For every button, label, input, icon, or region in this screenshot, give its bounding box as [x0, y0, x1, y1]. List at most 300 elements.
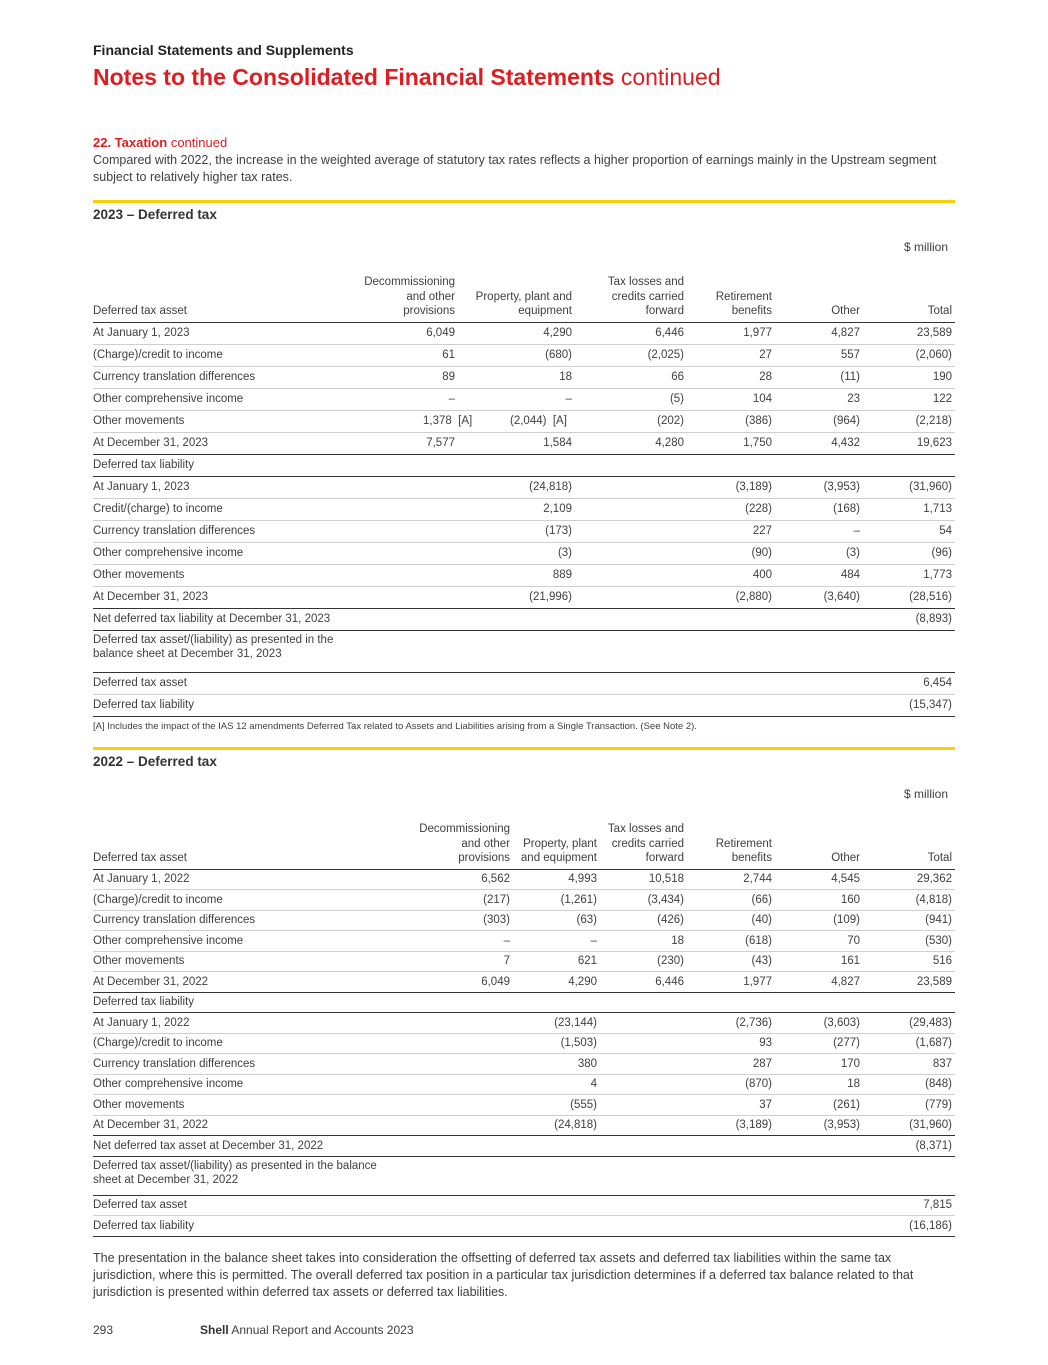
table-row	[93, 869, 955, 890]
table-cell	[687, 520, 775, 542]
table-cell	[863, 586, 955, 608]
table-cell	[575, 432, 687, 454]
net-row	[93, 1136, 955, 1157]
table-cell	[775, 564, 863, 586]
table-cell	[575, 520, 687, 542]
note-heading-suffix: continued	[170, 135, 228, 150]
table-cell	[687, 951, 775, 972]
cell-value: (5)	[669, 393, 684, 405]
row-label: Net deferred tax liability at December 31, 2023	[93, 608, 863, 630]
row-label: Other movements	[93, 564, 361, 586]
table-cell	[458, 366, 575, 388]
cell-value: 516	[932, 955, 952, 968]
column-header: Property, plant and equipment	[513, 809, 600, 869]
table-cell	[687, 972, 775, 993]
cell-value: 160	[840, 893, 860, 906]
table-row	[93, 1095, 955, 1116]
row-label: At January 1, 2022	[93, 869, 413, 890]
column-header: Retirement benefits	[687, 809, 775, 869]
section-label: Financial Statements and Supplements	[93, 42, 354, 58]
publication-title: Annual Report and Accounts 2023	[231, 1323, 414, 1337]
table-cell	[687, 542, 775, 564]
subsection-label: Deferred tax liability	[93, 992, 955, 1013]
table-row	[93, 951, 955, 972]
cell-value: 4	[590, 1078, 597, 1091]
table-row	[93, 1054, 955, 1075]
cell-value: 18	[559, 371, 572, 383]
table-cell	[513, 869, 600, 890]
table-cell	[863, 1033, 955, 1054]
table-row	[93, 1195, 955, 1216]
cell-value: 28	[759, 371, 772, 383]
table-cell	[863, 564, 955, 586]
cell-value: (1,687)	[915, 1037, 952, 1050]
cell-value: 6,446	[655, 975, 684, 988]
cell-value: 170	[840, 1057, 860, 1070]
table-cell	[361, 586, 458, 608]
cell-value: 1,977	[743, 975, 772, 988]
table-cell	[413, 869, 513, 890]
cell-value: (964)	[833, 415, 860, 427]
page-title-main: Notes to the Consolidated Financial Statements	[93, 64, 615, 90]
table-cell	[775, 1095, 863, 1116]
row-label: (Charge)/credit to income	[93, 344, 361, 366]
table-cell	[863, 388, 955, 410]
column-header: Other	[775, 262, 863, 322]
cell-value: 29,362	[916, 873, 952, 886]
table-cell	[513, 890, 600, 911]
table-row	[93, 476, 955, 498]
table-cell	[600, 869, 687, 890]
column-header: Other	[775, 809, 863, 869]
table-cell	[687, 931, 775, 952]
table-cell	[458, 476, 575, 498]
table-cell	[775, 520, 863, 542]
cell-value: (1,261)	[560, 893, 597, 906]
table-row	[93, 931, 955, 952]
cell-value: 18	[671, 934, 684, 947]
cell-value: 6,454	[863, 672, 955, 694]
cell-value: 18	[847, 1078, 860, 1091]
table-cell	[775, 951, 863, 972]
table-row	[93, 1013, 955, 1034]
table-cell	[413, 890, 513, 911]
column-header-label: Deferred tax asset	[93, 262, 361, 322]
cell-value: 4,545	[831, 873, 860, 886]
table-cell	[575, 564, 687, 586]
cell-value: (2,218)	[915, 415, 952, 427]
cell-value: (3,603)	[823, 1016, 860, 1029]
table-cell	[413, 1074, 513, 1095]
cell-value: (228)	[745, 503, 772, 515]
cell-value: (779)	[925, 1098, 952, 1111]
table-cell	[361, 366, 458, 388]
cell-value: (96)	[931, 547, 952, 559]
table-cell	[513, 1013, 600, 1034]
cell-value: –	[565, 393, 572, 405]
cell-value: 4,290	[543, 327, 572, 339]
cell-value: –	[590, 934, 597, 947]
cell-value: 227	[752, 525, 772, 537]
table-row	[93, 564, 955, 586]
table-cell	[513, 1095, 600, 1116]
table-cell	[775, 410, 863, 432]
row-label: Currency translation differences	[93, 1054, 413, 1075]
presented-heading-row	[93, 630, 955, 672]
row-label: At December 31, 2022	[93, 1115, 413, 1136]
table-cell	[575, 410, 687, 432]
table-cell	[687, 1054, 775, 1075]
cell-value: (8,371)	[863, 1136, 955, 1157]
cell-value: 190	[932, 371, 952, 383]
table-cell	[413, 1115, 513, 1136]
cell-value: (15,347)	[863, 694, 955, 716]
table-cell	[687, 910, 775, 931]
table-cell	[687, 344, 775, 366]
cell-value: (3,640)	[823, 591, 860, 603]
table-cell	[600, 931, 687, 952]
table-cell	[361, 520, 458, 542]
table-cell	[687, 1033, 775, 1054]
page-title	[93, 64, 721, 91]
table-cell	[687, 1074, 775, 1095]
row-label: Other comprehensive income	[93, 931, 413, 952]
cell-value: 837	[932, 1057, 952, 1070]
cell-value: 7,577	[426, 437, 455, 449]
cell-value: 6,049	[426, 327, 455, 339]
table-row	[93, 910, 955, 931]
row-label: (Charge)/credit to income	[93, 890, 413, 911]
intro-paragraph: Compared with 2022, the increase in the weighted average of statutory tax rates reflects a higher proportion of earnings mainly in the Upstream segment subject to relatively higher tax rates.	[93, 153, 937, 184]
table-cell	[775, 890, 863, 911]
table-cell	[775, 972, 863, 993]
section-divider	[93, 747, 955, 750]
cell-value: 10,518	[648, 873, 684, 886]
cell-value: (3,953)	[823, 481, 860, 493]
table-cell	[687, 410, 775, 432]
column-header: Tax losses and credits carried forward	[600, 809, 687, 869]
cell-value: 6,049	[481, 975, 510, 988]
table-cell	[513, 1054, 600, 1075]
table-cell	[458, 410, 575, 432]
cell-value: 4,827	[831, 327, 860, 339]
row-label: At January 1, 2023	[93, 322, 361, 344]
cell-value: (29,483)	[909, 1016, 952, 1029]
row-label: At January 1, 2022	[93, 1013, 413, 1034]
cell-value: 380	[577, 1057, 597, 1070]
cell-value: 484	[840, 569, 860, 581]
table-cell	[513, 1074, 600, 1095]
table-cell	[687, 564, 775, 586]
table-row	[93, 672, 955, 694]
cell-value: 37	[759, 1098, 772, 1111]
cell-value: (303)	[483, 914, 510, 927]
table-cell	[413, 931, 513, 952]
cell-value: 1,773	[923, 569, 952, 581]
table-cell	[458, 542, 575, 564]
table-cell	[687, 498, 775, 520]
cell-value: (66)	[751, 893, 772, 906]
table-row	[93, 498, 955, 520]
cell-value: (11)	[840, 371, 860, 383]
table-cell	[575, 542, 687, 564]
table-cell	[600, 890, 687, 911]
table-cell	[513, 931, 600, 952]
cell-value: 7	[503, 955, 510, 968]
table-cell	[361, 410, 473, 432]
table-cell	[775, 1033, 863, 1054]
subsection-row	[93, 992, 955, 1013]
table-cell	[863, 869, 955, 890]
table-cell	[361, 476, 458, 498]
table-cell	[600, 1033, 687, 1054]
cell-value: (230)	[657, 955, 684, 968]
table-row	[93, 1216, 955, 1237]
table-cell	[361, 542, 458, 564]
table-row	[93, 1033, 955, 1054]
closing-paragraph: The presentation in the balance sheet takes into consideration the offsetting of deferred tax assets and deferred tax liabilities within the same tax jurisdiction, where this is permitted. The overall deferred tax position in a particular tax jurisdiction determines if a deferred tax balance related to that jurisdiction is presented within deferred tax assets or deferred tax liabilities.	[93, 1251, 914, 1299]
cell-value: 1,584	[543, 437, 572, 449]
cell-value: 889	[552, 569, 572, 581]
table-cell	[600, 1074, 687, 1095]
table-cell	[361, 432, 458, 454]
note-heading	[93, 135, 227, 150]
table-cell	[575, 476, 687, 498]
row-label: Currency translation differences	[93, 366, 361, 388]
cell-value: 4,993	[568, 873, 597, 886]
table-cell	[775, 869, 863, 890]
cell-value: 27	[759, 349, 772, 361]
cell-value: (202)	[657, 415, 684, 427]
row-label: Deferred tax asset/(liability) as presented in the balance sheet at December 31, 2022	[93, 1156, 955, 1195]
cell-value: (941)	[925, 914, 952, 927]
table-cell	[413, 972, 513, 993]
table-cell	[863, 322, 955, 344]
cell-value: (2,736)	[735, 1016, 772, 1029]
row-label: At December 31, 2023	[93, 586, 361, 608]
table-row	[93, 1074, 955, 1095]
cell-value: 70	[847, 934, 860, 947]
table-cell	[458, 344, 575, 366]
cell-value: (261)	[833, 1098, 860, 1111]
row-label: Deferred tax liability	[93, 694, 863, 716]
row-label: Other movements	[93, 951, 413, 972]
net-row	[93, 608, 955, 630]
cell-value: 1,977	[743, 327, 772, 339]
table-cell	[775, 322, 863, 344]
table-cell	[775, 388, 863, 410]
cell-value: (3,434)	[647, 893, 684, 906]
row-label: Deferred tax asset	[93, 1195, 863, 1216]
table-cell	[687, 388, 775, 410]
table-cell	[863, 1095, 955, 1116]
table-row	[93, 322, 955, 344]
deferred-tax-2022-table	[93, 809, 955, 1237]
cell-value: 557	[840, 349, 860, 361]
row-label: Other comprehensive income	[93, 388, 361, 410]
table-cell	[863, 498, 955, 520]
total-row	[93, 1115, 955, 1136]
table-cell	[775, 366, 863, 388]
cell-value: (386)	[745, 415, 772, 427]
table-cell	[687, 890, 775, 911]
cell-value: 23	[847, 393, 860, 405]
table-cell	[775, 344, 863, 366]
total-row	[93, 586, 955, 608]
table-cell	[863, 972, 955, 993]
cell-value: (16,186)	[863, 1216, 955, 1237]
table-cell	[600, 972, 687, 993]
section-divider	[93, 200, 955, 203]
table-cell	[863, 344, 955, 366]
cell-value: 4,432	[831, 437, 860, 449]
cell-value: 161	[840, 955, 860, 968]
cell-value: (618)	[745, 934, 772, 947]
page-number: 293	[93, 1323, 114, 1337]
cell-value: 54	[939, 525, 952, 537]
table-2023-unit: $ million	[903, 240, 948, 254]
cell-value: (426)	[657, 914, 684, 927]
cell-value: 1,378	[423, 415, 452, 427]
table-cell	[863, 520, 955, 542]
table-cell	[413, 951, 513, 972]
cell-value: (63)	[576, 914, 597, 927]
cell-value: 287	[752, 1057, 772, 1070]
table-row	[93, 890, 955, 911]
table-cell	[863, 432, 955, 454]
row-label: Currency translation differences	[93, 910, 413, 931]
cell-value: (3,189)	[735, 1119, 772, 1132]
table-cell	[687, 1115, 775, 1136]
column-header: Total	[863, 262, 955, 322]
column-header: Property, plant and equipment	[458, 262, 575, 322]
table-cell	[863, 410, 955, 432]
table-cell	[458, 498, 575, 520]
row-label: At December 31, 2022	[93, 972, 413, 993]
cell-value: 4,827	[831, 975, 860, 988]
table-2023-title: 2023 – Deferred tax	[93, 207, 217, 222]
table-cell	[775, 910, 863, 931]
cell-value: 7,815	[863, 1195, 955, 1216]
table-cell	[775, 1074, 863, 1095]
table-cell	[575, 366, 687, 388]
table-cell	[361, 564, 458, 586]
deferred-tax-2023-table	[93, 262, 955, 717]
cell-value: 6,446	[655, 327, 684, 339]
note-heading-main: 22. Taxation	[93, 135, 168, 150]
table-cell	[600, 1054, 687, 1075]
table-cell	[863, 931, 955, 952]
page-title-suffix: continued	[620, 64, 721, 90]
table-cell	[687, 432, 775, 454]
cell-value: (2,060)	[915, 349, 952, 361]
cell-value: (217)	[483, 893, 510, 906]
table-row	[93, 542, 955, 564]
cell-value: 4,290	[568, 975, 597, 988]
cell-value: 1,713	[923, 503, 952, 515]
table-cell	[600, 1115, 687, 1136]
table-cell	[775, 476, 863, 498]
cell-value: (530)	[925, 934, 952, 947]
table-cell	[361, 322, 458, 344]
column-header: Total	[863, 809, 955, 869]
table-cell	[361, 388, 458, 410]
table-row	[93, 520, 955, 542]
row-label: Other movements	[93, 1095, 413, 1116]
table-cell	[863, 951, 955, 972]
row-label: Deferred tax asset	[93, 672, 863, 694]
table-cell	[863, 1074, 955, 1095]
cell-value: 1,750	[743, 437, 772, 449]
table-row	[93, 694, 955, 716]
cell-value: 400	[752, 569, 772, 581]
row-label: (Charge)/credit to income	[93, 1033, 413, 1054]
table-cell	[600, 910, 687, 931]
row-label: Currency translation differences	[93, 520, 361, 542]
cell-value: (90)	[751, 547, 772, 559]
total-row	[93, 972, 955, 993]
cell-value: (2,880)	[735, 591, 772, 603]
cell-value: (173)	[545, 525, 572, 537]
cell-value: (3,953)	[823, 1119, 860, 1132]
table-row	[93, 388, 955, 410]
total-row	[93, 432, 955, 454]
table-cell	[775, 542, 863, 564]
table-cell	[687, 322, 775, 344]
row-label: At January 1, 2023	[93, 476, 361, 498]
cell-value: (28,516)	[909, 591, 952, 603]
header-row	[93, 262, 955, 322]
table-cell	[863, 910, 955, 931]
subsection-row	[93, 454, 955, 476]
table-cell	[575, 322, 687, 344]
table-cell	[413, 1013, 513, 1034]
table-cell	[575, 388, 687, 410]
row-label: Deferred tax asset/(liability) as presented in the balance sheet at December 31, 2023	[93, 630, 955, 672]
cell-value: (168)	[833, 503, 860, 515]
table-cell	[775, 1115, 863, 1136]
table-cell	[600, 951, 687, 972]
cell-value: (43)	[751, 955, 772, 968]
table-cell	[863, 476, 955, 498]
column-header: Tax losses and credits carried forward	[575, 262, 687, 322]
cell-value: (870)	[745, 1078, 772, 1091]
table-cell	[600, 1095, 687, 1116]
table-cell	[775, 931, 863, 952]
table-cell	[863, 1054, 955, 1075]
column-header: Decommissioning and other provisions	[413, 809, 513, 869]
table-cell	[413, 1054, 513, 1075]
table-cell	[687, 366, 775, 388]
table-cell	[575, 586, 687, 608]
cell-value: (2,044)	[510, 415, 547, 427]
table-cell	[513, 910, 600, 931]
table-cell	[458, 432, 575, 454]
cell-value: (31,960)	[909, 1119, 952, 1132]
cell-value: (21,996)	[529, 591, 572, 603]
cell-value: (8,893)	[863, 608, 955, 630]
table-cell	[413, 910, 513, 931]
table-cell	[513, 1033, 600, 1054]
brand-name: Shell	[200, 1323, 229, 1337]
row-label: At December 31, 2023	[93, 432, 361, 454]
table-cell	[687, 586, 775, 608]
cell-value: 89	[442, 371, 455, 383]
row-label: Credit/(charge) to income	[93, 498, 361, 520]
table-cell	[687, 869, 775, 890]
table-cell	[513, 1115, 600, 1136]
cell-value: (2,025)	[647, 349, 684, 361]
